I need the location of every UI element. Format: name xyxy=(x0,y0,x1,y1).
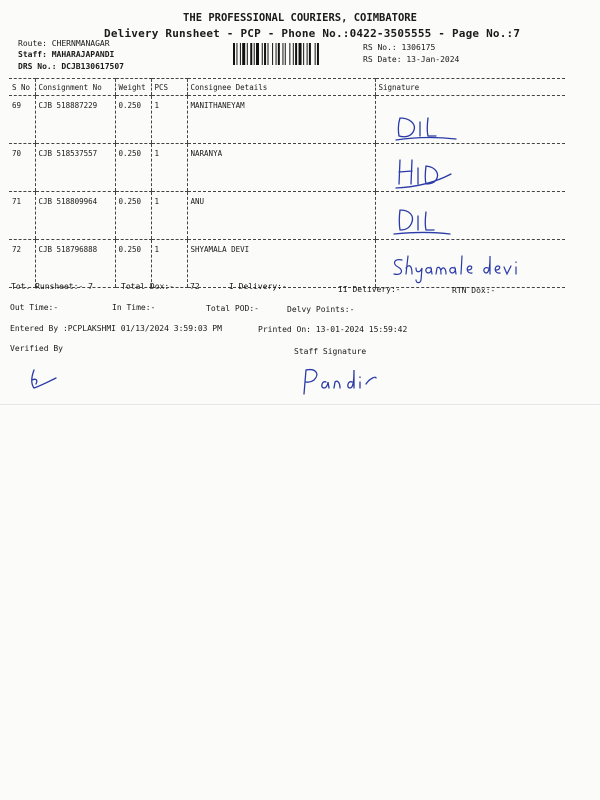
row-pcs: 1 xyxy=(151,96,187,144)
delvy-points: Delvy Points:- xyxy=(287,305,355,314)
row-pcs: 1 xyxy=(151,192,187,240)
col-weight: Weight xyxy=(115,79,151,96)
row-pcs: 1 xyxy=(151,240,187,288)
row-weight: 0.250 xyxy=(115,192,151,240)
col-pcs: PCS xyxy=(151,79,187,96)
route-label: Route: xyxy=(18,39,47,48)
printed-on: Printed On: 13-01-2024 15:59:42 xyxy=(258,325,408,334)
verified-by: Verified By xyxy=(10,344,63,353)
i-delivery: I Delivery:- xyxy=(229,282,287,291)
total-pod: Total POD:- xyxy=(206,304,259,313)
table-row xyxy=(9,96,565,144)
row-consignee: NARANYA xyxy=(187,144,375,192)
rtn-dox: RTN Dox:- xyxy=(452,286,496,295)
row-weight: 0.250 xyxy=(115,144,151,192)
row-consignee: SHYAMALA DEVI xyxy=(187,240,375,288)
row-sno: 72 xyxy=(9,240,35,288)
row-consignment: CJB 518887229 xyxy=(35,96,115,144)
table-row xyxy=(9,192,565,240)
row-consignee: MANITHANEYAM xyxy=(187,96,375,144)
drs-line xyxy=(18,62,124,71)
entered-by: Entered By :PCPLAKSHMI 01/13/2024 3:59:03 PM xyxy=(10,324,222,333)
company-name: THE PROFESSIONAL COURIERS, COIMBATORE xyxy=(183,12,417,24)
staff-value: MAHARAJAPANDI xyxy=(51,50,115,59)
verifier-initial-mark xyxy=(26,366,66,394)
total-dox-value: 72 xyxy=(190,282,200,291)
row-consignment: CJB 518809964 xyxy=(35,192,115,240)
col-sno: S No xyxy=(9,79,35,96)
in-time: In Time:- xyxy=(112,303,156,312)
row-signature xyxy=(375,240,565,288)
row-weight: 0.250 xyxy=(115,240,151,288)
runsheet-table xyxy=(9,78,565,288)
drs-label: DRS No.: xyxy=(18,62,57,71)
staff-line xyxy=(18,50,114,59)
paper-fold-line xyxy=(0,404,600,405)
rs-no-line xyxy=(363,43,435,52)
table-row xyxy=(9,240,565,288)
rs-no-value: 1306175 xyxy=(401,43,436,52)
row-consignee: ANU xyxy=(187,192,375,240)
ii-delivery: II Delivery:- xyxy=(338,285,401,294)
route-line xyxy=(18,39,110,48)
col-consignee: Consignee Details xyxy=(187,79,375,96)
rs-no-label: RS No.: xyxy=(363,43,397,52)
runsheet-title: Delivery Runsheet - PCP - Phone No.:0422-3505555 - Page No.:7 xyxy=(104,27,521,40)
row-sno: 69 xyxy=(9,96,35,144)
barcode xyxy=(233,43,355,65)
handwritten-signature xyxy=(376,96,566,142)
handwritten-signature xyxy=(376,240,566,286)
handwritten-signature xyxy=(376,144,566,190)
rs-date-value: 13-Jan-2024 xyxy=(406,55,460,64)
staff-signature-label: Staff Signature xyxy=(294,347,367,356)
row-weight: 0.250 xyxy=(115,96,151,144)
staff-handwritten-signature xyxy=(296,364,382,398)
row-consignment: CJB 518537557 xyxy=(35,144,115,192)
handwritten-signature xyxy=(376,192,566,238)
col-consignment: Consignment No xyxy=(35,79,115,96)
row-pcs: 1 xyxy=(151,144,187,192)
rs-date-line xyxy=(363,55,459,64)
row-signature xyxy=(375,144,565,192)
staff-label: Staff: xyxy=(18,50,47,59)
tot-runsheet: Tot. Runsheet:- 7 xyxy=(11,282,93,291)
row-signature xyxy=(375,192,565,240)
row-sno: 70 xyxy=(9,144,35,192)
row-signature xyxy=(375,96,565,144)
row-sno: 71 xyxy=(9,192,35,240)
col-signature: Signature xyxy=(375,79,565,96)
drs-value: DCJB130617507 xyxy=(61,62,124,71)
rs-date-label: RS Date: xyxy=(363,55,402,64)
route-value: CHERNMANAGAR xyxy=(51,39,110,48)
table-row xyxy=(9,144,565,192)
out-time: Out Time:- xyxy=(10,303,59,312)
total-dox-label: Total Dox:- xyxy=(121,282,174,291)
table-header-row xyxy=(9,79,565,96)
row-consignment: CJB 518796888 xyxy=(35,240,115,288)
